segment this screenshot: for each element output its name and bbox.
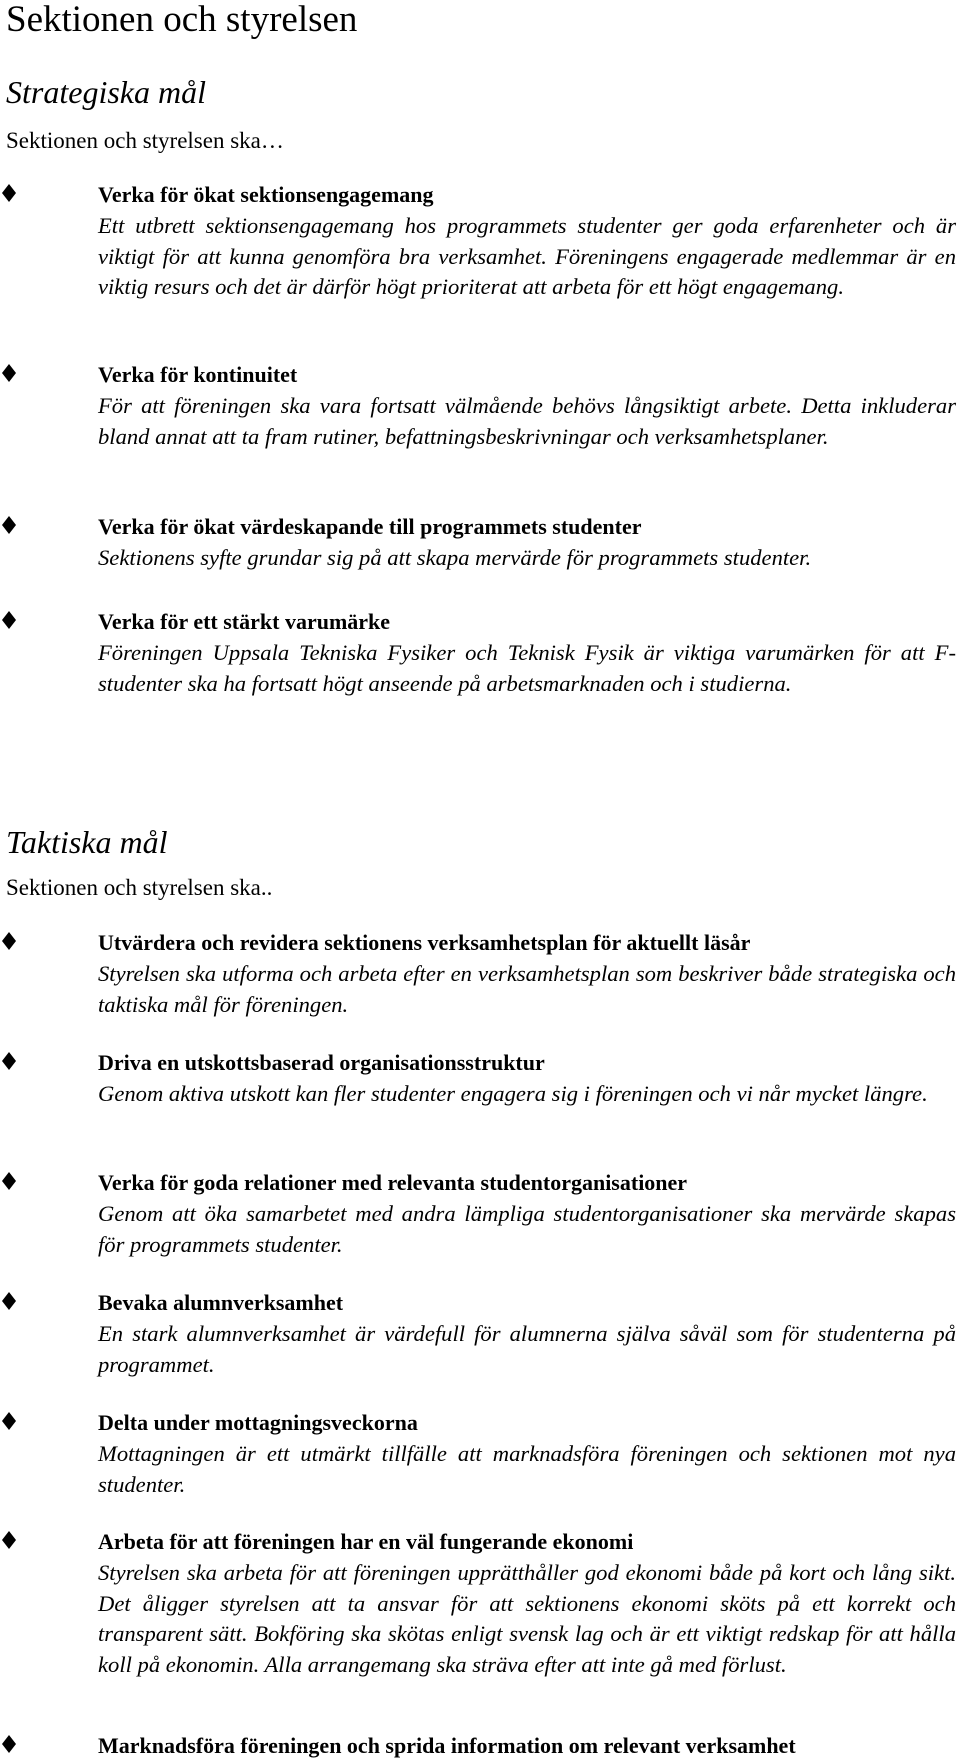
goal-description: Styrelsen ska arbeta för att föreningen upprätthåller god ekonomi både på kort och lång sikt. Det åligger styrelsen att ta ansvar för att sektionens ekonomi sköts på ett korrekt och transparent sätt. Bokföring ska skötas enligt svensk lag och är ett viktigt redskap för att hålla koll på ekonomin. Alla arrangemang ska sträva efter att inte gå med förlust.	[98, 1560, 956, 1677]
goal-title: Verka för goda relationer med relevanta studentorganisationer	[98, 1170, 688, 1195]
goal-description: För att föreningen ska vara fortsatt välmående behövs långsiktigt arbete. Detta inkluderar bland annat att ta fram rutiner, befattningsbeskrivningar och verksamhetsplaner.	[98, 393, 956, 449]
diamond-bullet-icon	[2, 1292, 16, 1310]
section-intro-tactical: Sektionen och styrelsen ska..	[6, 875, 273, 900]
diamond-bullet-icon	[2, 516, 16, 534]
goal-description: Styrelsen ska utforma och arbeta efter en verksamhetsplan som beskriver både strategiska och taktiska mål för föreningen.	[98, 961, 956, 1017]
diamond-bullet-icon	[2, 364, 16, 382]
diamond-bullet-icon	[2, 611, 16, 629]
goal-description: Föreningen Uppsala Tekniska Fysiker och Teknisk Fysik är viktiga varumärken för att F-studenter ska ha fortsatt högt anseende på arbetsmarknaden och i studierna.	[98, 640, 956, 696]
diamond-bullet-icon	[2, 1531, 16, 1549]
goal-description: Mottagningen är ett utmärkt tillfälle att marknadsföra föreningen och sektionen mot nya studenter.	[98, 1441, 956, 1497]
diamond-bullet-icon	[2, 1735, 16, 1753]
goal-description: Genom att öka samarbetet med andra lämpliga studentorganisationer ska mervärde skapas för programmets studenter.	[98, 1201, 956, 1257]
goal-title: Verka för kontinuitet	[98, 362, 298, 387]
goal-title: Verka för ökat värdeskapande till programmets studenter	[98, 514, 642, 539]
diamond-bullet-icon	[2, 1052, 16, 1070]
goal-description: Sektionens syfte grundar sig på att skapa mervärde för programmets studenter.	[98, 545, 812, 570]
goal-title: Verka för ökat sektionsengagemang	[98, 182, 434, 207]
goal-description: Ett utbrett sektionsengagemang hos programmets studenter ger goda erfarenheter och är viktigt för att kunna genomföra bra verksamhet. Föreningens engagerade medlemmar är en viktig resurs och det är därför högt prioriterat att arbeta för ett högt engagemang.	[98, 213, 956, 299]
section-intro-strategic: Sektionen och styrelsen ska…	[6, 128, 284, 153]
goal-title: Utvärdera och revidera sektionens verksamhetsplan för aktuellt läsår	[98, 930, 751, 955]
diamond-bullet-icon	[2, 932, 16, 950]
diamond-bullet-icon	[2, 184, 16, 202]
goal-title: Delta under mottagningsveckorna	[98, 1410, 418, 1435]
goal-description: En stark alumnverksamhet är värdefull för alumnerna själva såväl som för studenterna på programmet.	[98, 1321, 956, 1377]
diamond-bullet-icon	[2, 1172, 16, 1190]
goal-title: Verka för ett stärkt varumärke	[98, 609, 391, 634]
diamond-bullet-icon	[2, 1412, 16, 1430]
section-heading-tactical: Taktiska mål	[6, 824, 168, 860]
goal-title: Bevaka alumnverksamhet	[98, 1290, 344, 1315]
goal-description: Genom aktiva utskott kan fler studenter engagera sig i föreningen och vi når mycket längre.	[98, 1081, 928, 1106]
goal-title: Marknadsföra föreningen och sprida information om relevant verksamhet	[98, 1733, 796, 1758]
section-heading-strategic: Strategiska mål	[6, 74, 206, 110]
goal-title: Driva en utskottsbaserad organisationsstruktur	[98, 1050, 545, 1075]
goal-title: Arbeta för att föreningen har en väl fungerande ekonomi	[98, 1529, 634, 1554]
document-title: Sektionen och styrelsen	[6, 0, 358, 40]
